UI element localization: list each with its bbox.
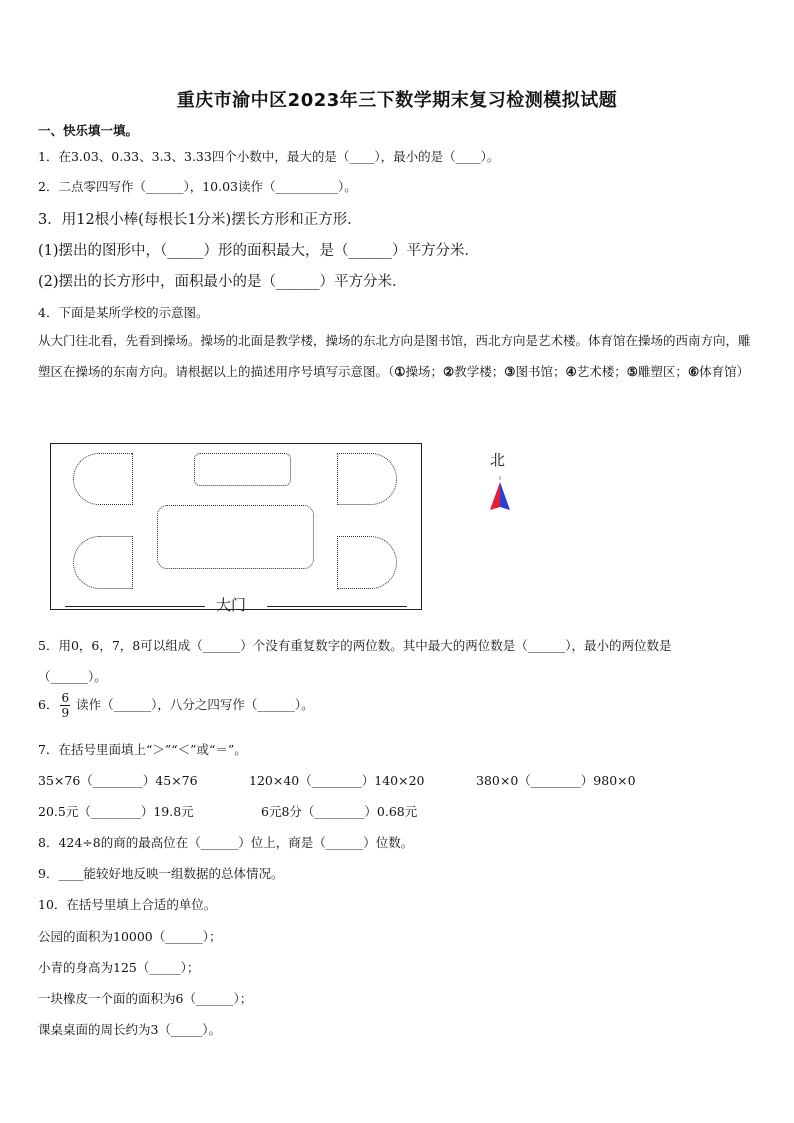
circled-6: ⑥ [687,364,700,379]
circled-2: ② [443,364,455,379]
question-6 [38,691,314,720]
map-slot-bottom-right [337,536,397,589]
wall-right [267,606,407,607]
label-6: 体育馆） [699,364,750,379]
map-slot-top-right [337,453,397,505]
page-title: 重庆市渝中区2023年三下数学期末复习检测模拟试题 [176,90,618,111]
label-4: 艺术楼； [576,364,627,379]
label-3: 图书馆； [515,364,566,379]
question-3-line2: (1)摆出的图形中，（_____）形的面积最大，是（______）平方分米． [38,243,480,259]
q6-rest: 读作（______），八分之四写作（______）。 [76,697,314,712]
question-3-line1: 3．用12根小棒(每根长1分米)摆长方形和正方形． [38,212,362,228]
fraction-denominator: 9 [61,706,70,720]
circled-1: ① [394,364,406,379]
school-map [50,443,422,614]
compare-1: 35×76（________）45×76 [38,773,198,788]
q10-item-3: 一块橡皮一个面的面积为6（______）； [38,991,253,1006]
map-slot-top-center [194,453,291,486]
fraction-numerator: 6 [61,691,70,705]
circled-4: ④ [565,364,577,379]
question-4-title: 4．下面是某所学校的示意图。 [38,305,209,320]
question-4-description [38,325,760,387]
wall-left [65,606,205,607]
fraction [60,691,70,720]
map-slot-bottom-left [73,536,133,589]
circled-5: ⑤ [626,364,638,379]
label-1: 操场； [405,364,443,379]
circled-3: ③ [504,364,516,379]
q10-item-2: 小青的身高为125（_____）； [38,960,200,975]
q10-item-1: 公园的面积为10000（______）； [38,929,222,944]
compare-4: 20.5元（________）19.8元 [38,804,194,819]
north-label: 北 [490,451,506,469]
q6-prefix: 6． [38,697,59,712]
question-5-line1: 5．用0，6，7，8可以组成（______）个没有重复数字的两位数。其中最大的两位数是（______），最小的两位数是 [38,638,672,653]
question-7: 7．在括号里面填上“＞”“＜”或“＝”。 [38,742,247,757]
question-5-line2: （______）。 [38,669,107,684]
question-1: 1．在3.03、0.33、3.3、3.33四个小数中，最大的是（____），最小的是（____）。 [38,149,500,164]
gate-label: 大门 [216,596,247,614]
map-slot-top-left [73,453,133,505]
question-9: 9．____能较好地反映一组数据的总体情况。 [38,866,284,881]
section-heading: 一、快乐填一填。 [38,123,139,138]
question-10: 10．在括号里填上合适的单位。 [38,897,217,912]
label-5: 雕塑区； [637,364,688,379]
compare-3: 380×0（________）980×0 [476,773,636,788]
question-8: 8．424÷8的商的最高位在（______）位上，商是（______）位数。 [38,835,414,850]
compare-5: 6元8分（________）0.68元 [261,804,418,819]
map-slot-center [157,505,314,569]
question-3-line3: (2)摆出的长方形中，面积最小的是（______）平方分米． [38,274,407,290]
label-2: 教学楼； [454,364,505,379]
q10-item-4: 课桌桌面的周长约为3（_____）。 [38,1022,221,1037]
description-text: 从大门往北看，先看到操场。操场的北面是教学楼，操场的东北方向是图书馆，西北方向是艺术楼。体育馆在操场的西南方向，雕塑区在操场的东南方向。请根据以上的描述用序号填写示意图。（ [38,333,751,379]
north-arrow-icon [488,474,512,514]
compare-2: 120×40（________）140×20 [249,773,425,788]
question-2: 2．二点零四写作（______），10.03读作（__________）。 [38,179,357,194]
